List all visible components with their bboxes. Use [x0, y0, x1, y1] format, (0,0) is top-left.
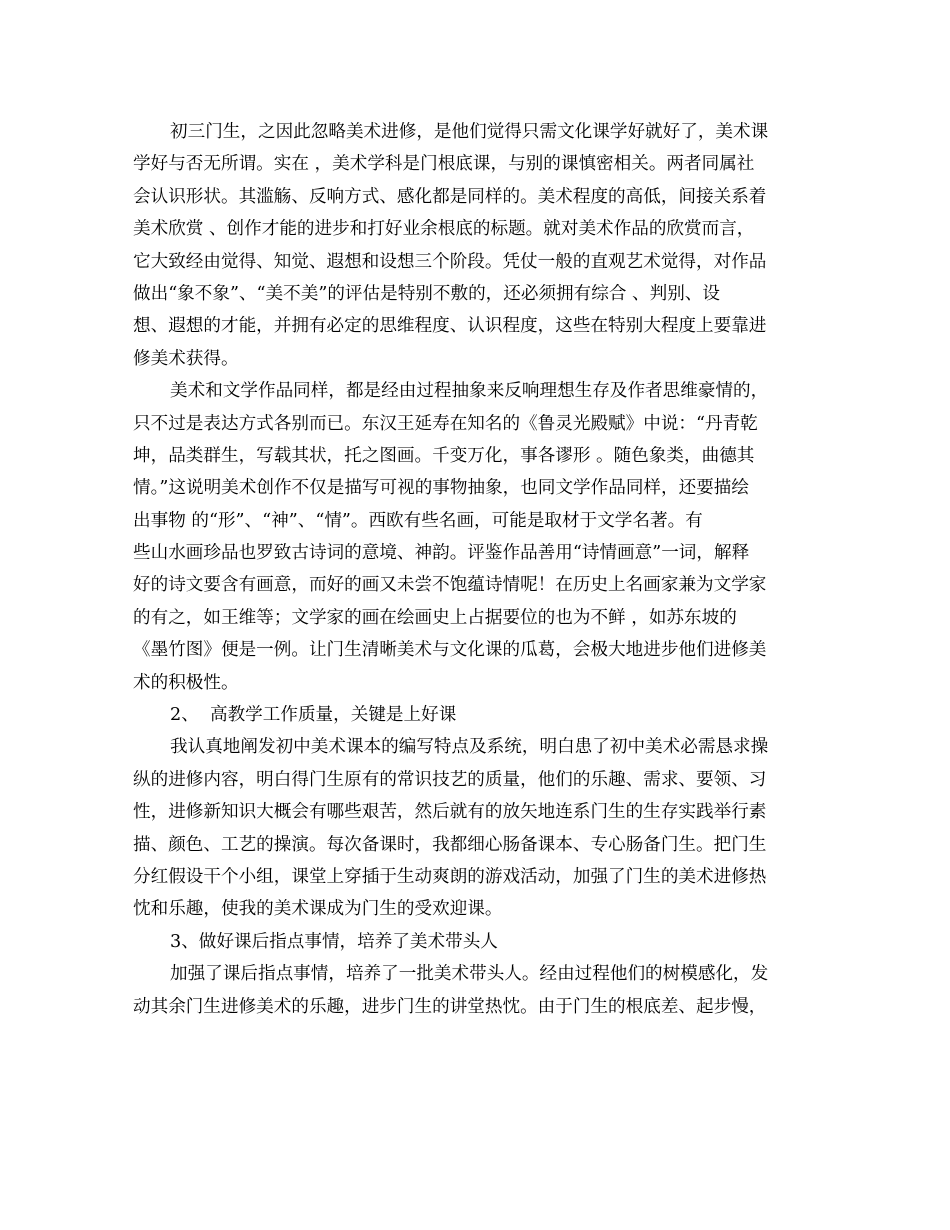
paragraph-line: 的有之，如王维等；文学家的画在绘画史上占据要位的也为不鲜 ，如苏东坡的	[133, 607, 737, 628]
paragraph-line: 只不过是表达方式各别而已。东汉王延寿在知名的《鲁灵光殿赋》中说：“丹青乾	[133, 413, 758, 434]
paragraph-line: 情。”这说明美术创作不仅是描写可视的事物抽象，也同文学作品同样，还要描绘	[133, 478, 749, 499]
paragraph-line: 动其余门生进修美术的乐趣，进步门生的讲堂热忱。由于门生的根底差、起步慢，	[133, 996, 767, 1017]
paragraph-line: 它大致经由觉得、知觉、遐想和设想三个阶段。凭仗一般的直观艺术觉得，对作品	[133, 251, 767, 272]
paragraph-first-line: 2、 高教学工作质量，关键是上好课	[170, 705, 457, 726]
paragraph-line: 做出“象不象”、“美不美”的评估是特别不敷的，还必须拥有综合 、判别、设	[133, 283, 720, 304]
paragraph-line: 纵的进修内容，明白得门生原有的常识技艺的质量，他们的乐趣、需求、要领、习	[133, 769, 767, 790]
paragraph-first-line: 我认真地阐发初中美术课本的编写特点及系统，明白患了初中美术必需恳求操	[170, 737, 769, 758]
paragraph-line: 描、颜色、工艺的操演。每次备课时，我都细心肠备课本、专心肠备门生。把门生	[133, 834, 767, 855]
paragraph-line: 坤，品类群生，写载其状，托之图画。千变万化，事各谬形 。随色象类，曲德其	[133, 445, 755, 466]
paragraph-line: 想、遐想的才能，并拥有必定的思维程度、认识程度，这些在特别大程度上要靠进	[133, 316, 767, 337]
paragraph-line: 《墨竹图》便是一例。让门生清晰美术与文化课的瓜葛，会极大地进步他们进修美	[133, 640, 767, 661]
document-body	[133, 116, 833, 1023]
paragraph-line: 修美术获得。	[133, 348, 239, 369]
paragraph-line: 学好与否无所谓。实在 ，美术学科是门根底课，与别的课慎密相关。两者同属社	[133, 154, 755, 175]
paragraph-line: 分红假设干个小组，课堂上穿插于生动爽朗的游戏活动，加强了门生的美术进修热	[133, 866, 767, 887]
paragraph-first-line: 美术和文学作品同样，都是经由过程抽象来反响理想生存及作者思维豪情的，	[170, 381, 769, 402]
paragraph-line: 出事物 的“形”、“神”、“情”。西欧有些名画，可能是取材于文学名著。有	[133, 510, 703, 531]
paragraph-line: 美术欣赏 、创作才能的进步和打好业余根底的标题。就对美术作品的欣赏而言，	[133, 219, 755, 240]
paragraph-line: 忱和乐趣，使我的美术课成为门生的受欢迎课。	[133, 899, 503, 920]
paragraph-line: 好的诗文要含有画意，而好的画又未尝不饱蕴诗情呢！在历史上名画家兼为文学家	[133, 575, 767, 596]
paragraph-line: 性，进修新知识大概会有哪些艰苦，然后就有的放矢地连系门生的生存实践举行素	[133, 802, 767, 823]
paragraph-first-line: 初三门生，之因此忽略美术进修，是他们觉得只需文化课学好就好了，美术课	[170, 122, 769, 142]
paragraph-first-line: 3、做好课后指点事情，培养了美术带头人	[170, 931, 498, 952]
paragraph-line: 会认识形状。其滥觞、反响方式、感化都是同样的。美术程度的高低，间接关系着	[133, 186, 767, 207]
paragraph-line: 术的积极性。	[133, 672, 239, 693]
paragraph-first-line: 加强了课后指点事情，培养了一批美术带头人。经由过程他们的树模感化，发	[170, 964, 769, 985]
paragraph-line: 些山水画珍品也罗致古诗词的意境、神韵。评鉴作品善用“诗情画意”一词，解释	[133, 543, 750, 564]
